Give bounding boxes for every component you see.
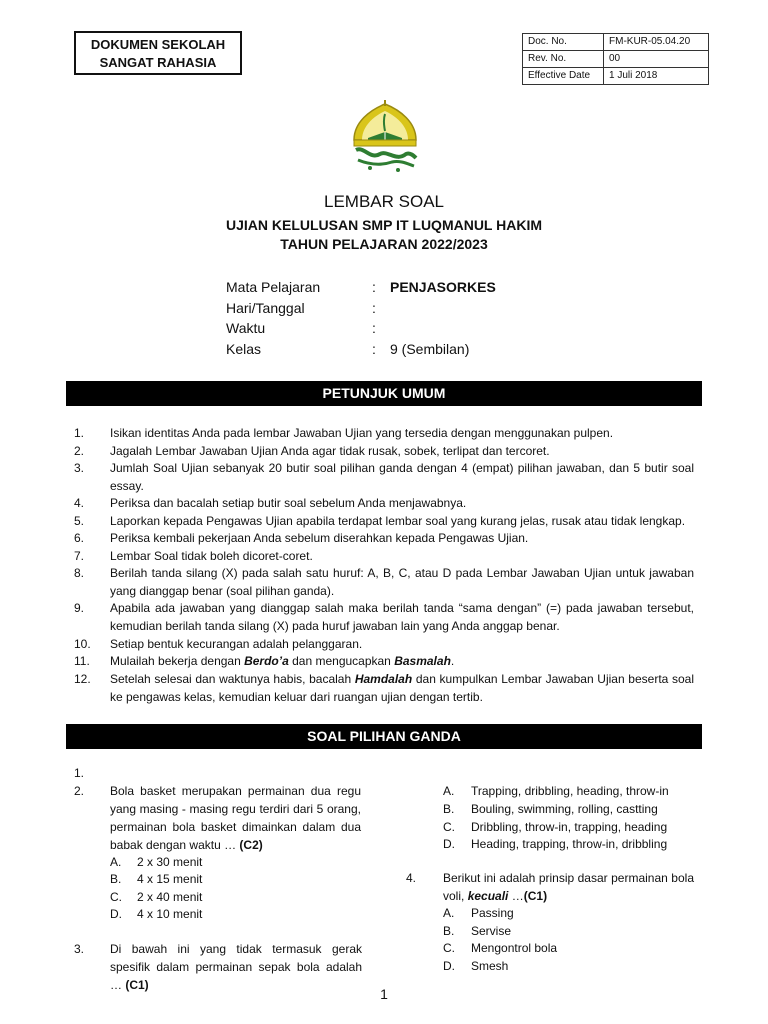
identity-value: 9 (Sembilan) [390,341,470,357]
option-letter: C. [443,820,455,834]
doc-info-label: Rev. No. [523,51,604,68]
option-text: 2 x 30 menit [137,855,203,869]
doc-info-row [523,68,709,85]
question-body: Berikut ini adalah prinsip dasar permainan bola voli, [443,871,694,903]
doc-info-value: FM-KUR-05.04.20 [604,34,709,51]
option-letter: B. [443,802,455,816]
confidential-line-1: DOKUMEN SEKOLAH [90,37,226,52]
academic-year: TAHUN PELAJARAN 2022/2023 [280,236,488,252]
section-banner-multiple-choice: SOAL PILIHAN GANDA [66,724,702,749]
identity-separator: : [372,320,376,336]
school-crest-icon [340,100,430,178]
rule-number: 7. [74,549,85,563]
rule-emphasis: Basmalah [394,654,451,668]
option-letter: C. [110,890,122,904]
option-letter: D. [443,959,455,973]
rule-text [110,671,694,706]
doc-info-row [523,51,709,68]
rule-number: 12. [74,672,91,686]
rule-text-part: Setelah selesai dan waktunya habis, bacalah [110,672,355,686]
doc-info-row [523,34,709,51]
page-title: LEMBAR SOAL [324,192,444,211]
rule-text-part: . [450,654,455,668]
question-body: Di bawah ini yang tidak termasuk gerak spesifik dalam permainan sepak bola adalah … [110,942,362,992]
identity-label: Hari/Tanggal [226,300,305,316]
cognitive-level-tag: (C1) [125,978,149,992]
option-letter: B. [110,872,122,886]
option-letter: D. [110,907,122,921]
doc-info-label: Doc. No. [523,34,604,51]
rule-number: 10. [74,637,91,651]
identity-label: Mata Pelajaran [226,279,321,295]
rule-text: Setiap bentuk kecurangan adalah pelanggaran. [110,637,363,651]
doc-info-value: 1 Juli 2018 [604,68,709,85]
identity-value: PENJASORKES [390,279,496,295]
exam-title: UJIAN KELULUSAN SMP IT LUQMANUL HAKIM [225,217,543,233]
question-number: 1. [74,766,85,780]
option-letter: A. [110,855,122,869]
confidential-box [74,31,242,75]
rule-text: Periksa kembali pekerjaan Anda sebelum diserahkan kepada Pengawas Ujian. [110,531,529,545]
option-text: Servise [471,924,512,938]
rule-text-part: dan mengucapkan [288,654,395,668]
option-text: 2 x 40 menit [137,890,203,904]
option-letter: A. [443,784,455,798]
question-number: 2. [74,784,85,798]
question-number: 4. [406,871,417,885]
rule-number: 3. [74,461,85,475]
question-body: … [508,889,524,903]
option-text: 4 x 15 menit [137,872,203,886]
option-text: Mengontrol bola [471,941,558,955]
identity-separator: : [372,341,376,357]
rule-number: 4. [74,496,85,510]
rule-text: Periksa dan bacalah setiap butir soal sebelum Anda menjawabnya. [110,496,467,510]
option-letter: C. [443,941,455,955]
rule-text: Jagalah Lembar Jawaban Ujian Anda agar tidak rusak, sobek, terlipat dan tercoret. [110,444,550,458]
question-text [110,782,361,854]
rule-number: 8. [74,566,85,580]
question-body: Bola basket merupakan permainan dua regu yang masing - masing regu terdiri dari 5 orang, permainan bola basket dimainkan dalam dua babak dengan waktu … [110,784,361,852]
rule-text: Berilah tanda silang (X) pada salah satu huruf: A, B, C, atau D pada Lembar Jawaban Ujian untuk jawaban yang dianggap benar (soal pilihan ganda). [110,566,694,598]
confidential-line-2: SANGAT RAHASIA [99,55,217,70]
rule-text: Laporkan kepada Pengawas Ujian apabila terdapat lembar soal yang kurang jelas, rusak atau tidak lengkap. [110,514,686,528]
option-letter: D. [443,837,455,851]
page-number: 1 [380,986,388,1002]
option-text: Passing [471,906,514,920]
rule-emphasis: Hamdalah [354,672,413,686]
rule-text-part: dan kumpulkan Lembar Jawaban Ujian beserta soal ke pengawas kelas, kemudian keluar dari ruangan ujian dengan tertib. [110,672,694,704]
rule-number: 11. [74,654,90,668]
identity-separator: : [372,279,376,295]
cognitive-level-tag: (C2) [239,838,263,852]
option-text: Dribbling, throw-in, trapping, heading [471,820,668,834]
question-number: 3. [74,942,85,956]
identity-label: Kelas [226,341,262,357]
option-letter: A. [443,906,455,920]
rule-text: Jumlah Soal Ujian sebanyak 20 butir soal pilihan ganda dengan 4 (empat) pilihan jawaban, dan 5 butir soal essay. [110,461,694,493]
rule-text: Apabila ada jawaban yang dianggap salah maka berilah tanda “sama dengan” (=) pada jawaban tersebut, kemudian berilah tanda silang (X) pada huruf jawaban lain yang Anda anggap benar. [110,601,694,633]
rule-number: 6. [74,531,85,545]
rule-number: 9. [74,601,85,615]
rule-text-part: Mulailah bekerja dengan [110,654,245,668]
rule-number: 1. [74,426,85,440]
question-emphasis: kecuali [467,889,509,903]
doc-info-label: Effective Date [523,68,604,85]
question-text [443,869,694,905]
identity-separator: : [372,300,376,316]
option-text: 4 x 10 menit [137,907,203,921]
rule-text: Isikan identitas Anda pada lembar Jawaban Ujian yang tersedia dengan menggunakan pulpen. [110,426,614,440]
rule-text [110,653,694,671]
rule-number: 5. [74,514,85,528]
rule-emphasis: Berdo’a [244,654,289,668]
rule-text: Lembar Soal tidak boleh dicoret-coret. [110,549,313,563]
cognitive-level-tag: (C1) [523,889,548,903]
option-text: Bouling, swimming, rolling, castting [471,802,658,816]
identity-label: Waktu [226,320,266,336]
doc-info-value: 00 [604,51,709,68]
rule-number: 2. [74,444,85,458]
option-text: Trapping, dribbling, heading, throw-in [471,784,669,798]
document-info-table [522,33,709,85]
option-text: Heading, trapping, throw-in, dribbling [471,837,668,851]
option-letter: B. [443,924,455,938]
section-banner-general: PETUNJUK UMUM [66,381,702,406]
option-text: Smesh [471,959,509,973]
